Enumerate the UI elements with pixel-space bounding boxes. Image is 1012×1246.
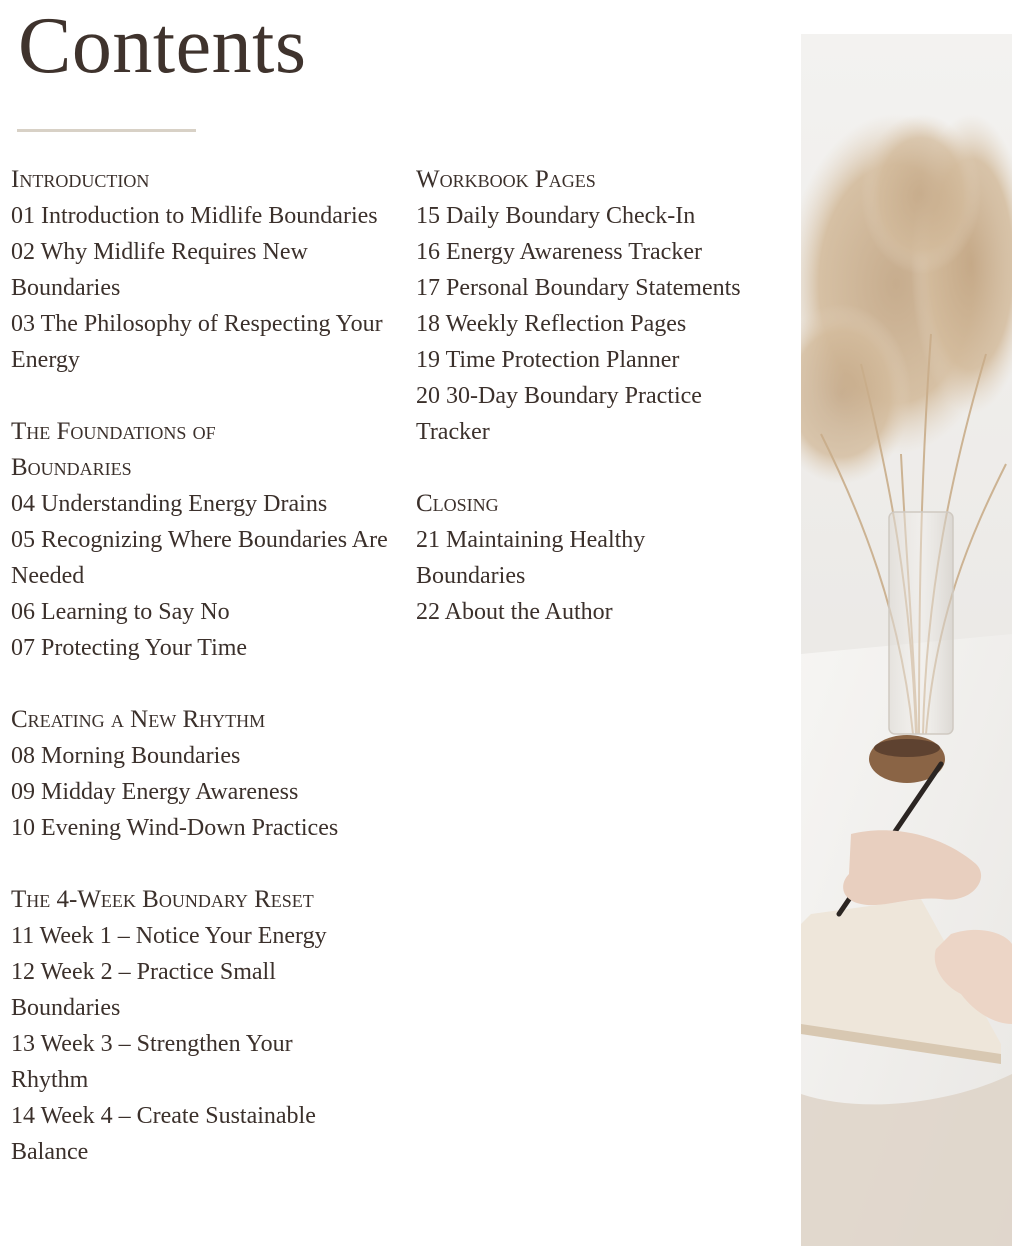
toc-entry[interactable]: 21 Maintaining Healthy Boundaries xyxy=(416,527,646,589)
pampas-vase-writing-illustration xyxy=(801,34,1012,1246)
toc-entry[interactable]: 04 Understanding Energy Drains xyxy=(11,491,328,517)
title-divider xyxy=(17,129,196,132)
section-heading: Creating a New Rhythm xyxy=(11,706,266,733)
section-heading: Closing xyxy=(416,490,499,517)
toc-section-reset xyxy=(11,882,401,1170)
section-heading: The Foundations of Boundaries xyxy=(11,418,216,481)
section-heading: Workbook Pages xyxy=(416,166,596,193)
toc-entry[interactable]: 11 Week 1 – Notice Your Energy xyxy=(11,923,327,949)
toc-entry[interactable]: 18 Weekly Reflection Pages xyxy=(416,311,687,337)
section-heading: Introduction xyxy=(11,166,150,193)
toc-entry[interactable]: 08 Morning Boundaries xyxy=(11,743,241,769)
toc-entry[interactable]: 19 Time Protection Planner xyxy=(416,347,680,373)
section-heading: The 4-Week Boundary Reset xyxy=(11,886,314,913)
toc-entry[interactable]: 07 Protecting Your Time xyxy=(11,635,248,661)
toc-section-closing xyxy=(416,486,786,630)
toc-entry[interactable]: 22 About the Author xyxy=(416,599,613,625)
toc-entry[interactable]: 12 Week 2 – Practice Small Boundaries xyxy=(11,959,276,1021)
toc-entry[interactable]: 09 Midday Energy Awareness xyxy=(11,779,299,805)
toc-entry[interactable]: 01 Introduction to Midlife Boundaries xyxy=(11,203,378,229)
decorative-photo xyxy=(801,34,1012,1246)
toc-entry[interactable]: 17 Personal Boundary Statements xyxy=(416,275,741,301)
toc-left-column xyxy=(11,162,401,1206)
toc-entry[interactable]: 15 Daily Boundary Check-In xyxy=(416,203,696,229)
toc-entry[interactable]: 13 Week 3 – Strengthen Your Rhythm xyxy=(11,1031,293,1093)
toc-entry[interactable]: 10 Evening Wind-Down Practices xyxy=(11,815,339,841)
toc-section-foundations xyxy=(11,414,401,666)
toc-entry[interactable]: 14 Week 4 – Create Sustainable Balance xyxy=(11,1103,316,1165)
toc-entry[interactable]: 20 30-Day Boundary Practice Tracker xyxy=(416,383,702,445)
toc-section-rhythm xyxy=(11,702,401,846)
toc-right-column xyxy=(416,162,786,666)
toc-entry[interactable]: 06 Learning to Say No xyxy=(11,599,230,625)
toc-section-workbook xyxy=(416,162,786,450)
toc-entry[interactable]: 02 Why Midlife Requires New Boundaries xyxy=(11,239,308,301)
page-title: Contents xyxy=(18,2,307,90)
toc-section-introduction xyxy=(11,162,401,378)
toc-entry[interactable]: 16 Energy Awareness Tracker xyxy=(416,239,702,265)
toc-entry[interactable]: 05 Recognizing Where Boundaries Are Needed xyxy=(11,527,388,589)
toc-entry[interactable]: 03 The Philosophy of Respecting Your Energy xyxy=(11,311,383,373)
